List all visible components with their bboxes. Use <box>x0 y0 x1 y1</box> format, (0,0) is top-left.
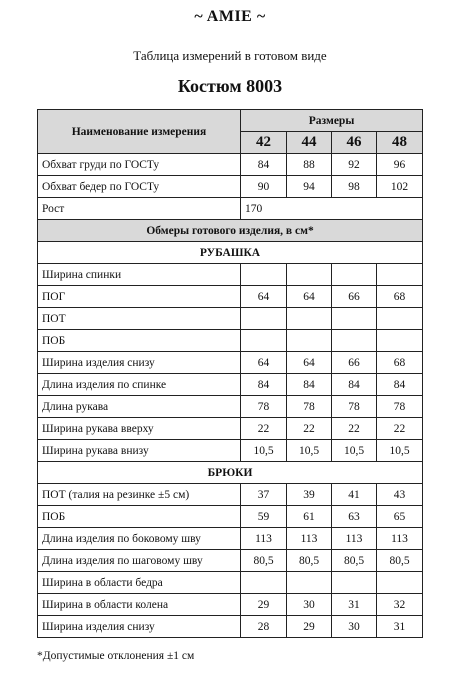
value-cell: 78 <box>287 396 332 418</box>
value-cell <box>332 330 377 352</box>
row-label: Ширина изделия снизу <box>38 352 241 374</box>
value-cell: 92 <box>332 154 377 176</box>
row-label: Ширина рукава внизу <box>38 440 241 462</box>
value-cell: 80,5 <box>287 550 332 572</box>
row-label: Ширина в области бедра <box>38 572 241 594</box>
value-cell: 68 <box>377 286 423 308</box>
value-cell: 30 <box>332 616 377 638</box>
measurements-table <box>37 109 423 638</box>
size-header: 42 <box>241 132 287 154</box>
row-label: ПОБ <box>38 506 241 528</box>
value-cell: 64 <box>241 286 287 308</box>
table-row <box>38 264 423 286</box>
value-cell: 10,5 <box>377 440 423 462</box>
value-cell: 64 <box>287 352 332 374</box>
value-cell: 63 <box>332 506 377 528</box>
value-cell <box>377 308 423 330</box>
row-label: Обхват груди по ГОСТу <box>38 154 241 176</box>
value-cell: 22 <box>287 418 332 440</box>
row-label: Ширина рукава вверху <box>38 418 241 440</box>
name-column-header: Наименование измерения <box>38 110 241 154</box>
value-cell: 41 <box>332 484 377 506</box>
value-cell: 10,5 <box>332 440 377 462</box>
value-cell <box>241 264 287 286</box>
value-cell: 64 <box>241 352 287 374</box>
value-cell: 94 <box>287 176 332 198</box>
value-cell: 64 <box>287 286 332 308</box>
value-cell: 10,5 <box>287 440 332 462</box>
value-cell: 59 <box>241 506 287 528</box>
value-cell: 32 <box>377 594 423 616</box>
value-cell <box>287 330 332 352</box>
garment-header: Обмеры готового изделия, в см* <box>38 220 423 242</box>
table-row <box>38 594 423 616</box>
value-cell: 113 <box>332 528 377 550</box>
value-cell: 90 <box>241 176 287 198</box>
value-cell: 28 <box>241 616 287 638</box>
value-cell: 84 <box>241 154 287 176</box>
row-label: ПОТ <box>38 308 241 330</box>
section-title-row <box>38 242 423 264</box>
size-header: 48 <box>377 132 423 154</box>
section-title: БРЮКИ <box>38 462 423 484</box>
table-row <box>38 396 423 418</box>
value-cell: 113 <box>377 528 423 550</box>
table-row <box>38 440 423 462</box>
measurements-table-body <box>38 110 423 638</box>
value-cell: 68 <box>377 352 423 374</box>
value-cell <box>377 572 423 594</box>
body-measure-row <box>38 154 423 176</box>
row-label: Длина изделия по спинке <box>38 374 241 396</box>
row-label: Длина изделия по боковому шву <box>38 528 241 550</box>
value-cell <box>241 572 287 594</box>
row-label: ПОБ <box>38 330 241 352</box>
row-label: Длина изделия по шаговому шву <box>38 550 241 572</box>
value-cell: 22 <box>332 418 377 440</box>
value-cell: 65 <box>377 506 423 528</box>
row-label: Ширина спинки <box>38 264 241 286</box>
value-cell: 30 <box>287 594 332 616</box>
table-header-row <box>38 110 423 132</box>
value-cell: 61 <box>287 506 332 528</box>
sizes-header: Размеры <box>241 110 423 132</box>
value-cell: 66 <box>332 352 377 374</box>
value-cell <box>377 330 423 352</box>
value-cell <box>287 264 332 286</box>
value-cell: 102 <box>377 176 423 198</box>
value-cell <box>332 308 377 330</box>
row-label: Обхват бедер по ГОСТу <box>38 176 241 198</box>
value-cell <box>241 308 287 330</box>
value-cell: 84 <box>241 374 287 396</box>
table-row <box>38 616 423 638</box>
value-cell: 84 <box>332 374 377 396</box>
value-cell: 84 <box>377 374 423 396</box>
value-cell: 78 <box>241 396 287 418</box>
value-cell: 29 <box>287 616 332 638</box>
value-cell <box>377 264 423 286</box>
table-row <box>38 286 423 308</box>
value-cell: 113 <box>241 528 287 550</box>
value-cell: 80,5 <box>377 550 423 572</box>
value-cell <box>332 264 377 286</box>
value-cell: 88 <box>287 154 332 176</box>
value-cell: 10,5 <box>241 440 287 462</box>
size-header: 44 <box>287 132 332 154</box>
page-subtitle: Таблица измерений в готовом виде <box>133 48 327 63</box>
body-measure-row <box>38 176 423 198</box>
table-row <box>38 374 423 396</box>
value-cell <box>241 330 287 352</box>
size-header: 46 <box>332 132 377 154</box>
height-row <box>38 198 423 220</box>
model-title: Костюм 8003 <box>177 76 283 96</box>
footnote: *Допустимые отклонения ±1 см <box>37 650 195 662</box>
table-row <box>38 330 423 352</box>
row-label: ПОГ <box>38 286 241 308</box>
height-value: 170 <box>241 198 423 220</box>
table-row <box>38 352 423 374</box>
value-cell: 29 <box>241 594 287 616</box>
value-cell: 113 <box>287 528 332 550</box>
table-row <box>38 572 423 594</box>
section-title: РУБАШКА <box>38 242 423 264</box>
row-label: Рост <box>38 198 241 220</box>
value-cell: 22 <box>241 418 287 440</box>
value-cell: 96 <box>377 154 423 176</box>
value-cell: 80,5 <box>332 550 377 572</box>
value-cell: 78 <box>332 396 377 418</box>
value-cell: 31 <box>332 594 377 616</box>
value-cell: 78 <box>377 396 423 418</box>
value-cell <box>332 572 377 594</box>
row-label: Ширина в области колена <box>38 594 241 616</box>
value-cell <box>287 572 332 594</box>
table-row <box>38 308 423 330</box>
value-cell: 39 <box>287 484 332 506</box>
value-cell: 31 <box>377 616 423 638</box>
value-cell: 66 <box>332 286 377 308</box>
table-row <box>38 528 423 550</box>
value-cell: 80,5 <box>241 550 287 572</box>
value-cell: 37 <box>241 484 287 506</box>
table-row <box>38 506 423 528</box>
value-cell: 98 <box>332 176 377 198</box>
value-cell: 43 <box>377 484 423 506</box>
garment-header-row <box>38 220 423 242</box>
brand-title: ~ AMIE ~ <box>194 8 266 25</box>
table-row <box>38 418 423 440</box>
section-title-row <box>38 462 423 484</box>
table-row <box>38 550 423 572</box>
value-cell: 22 <box>377 418 423 440</box>
row-label: ПОТ (талия на резинке ±5 см) <box>38 484 241 506</box>
row-label: Ширина изделия снизу <box>38 616 241 638</box>
table-row <box>38 484 423 506</box>
value-cell: 84 <box>287 374 332 396</box>
row-label: Длина рукава <box>38 396 241 418</box>
value-cell <box>287 308 332 330</box>
